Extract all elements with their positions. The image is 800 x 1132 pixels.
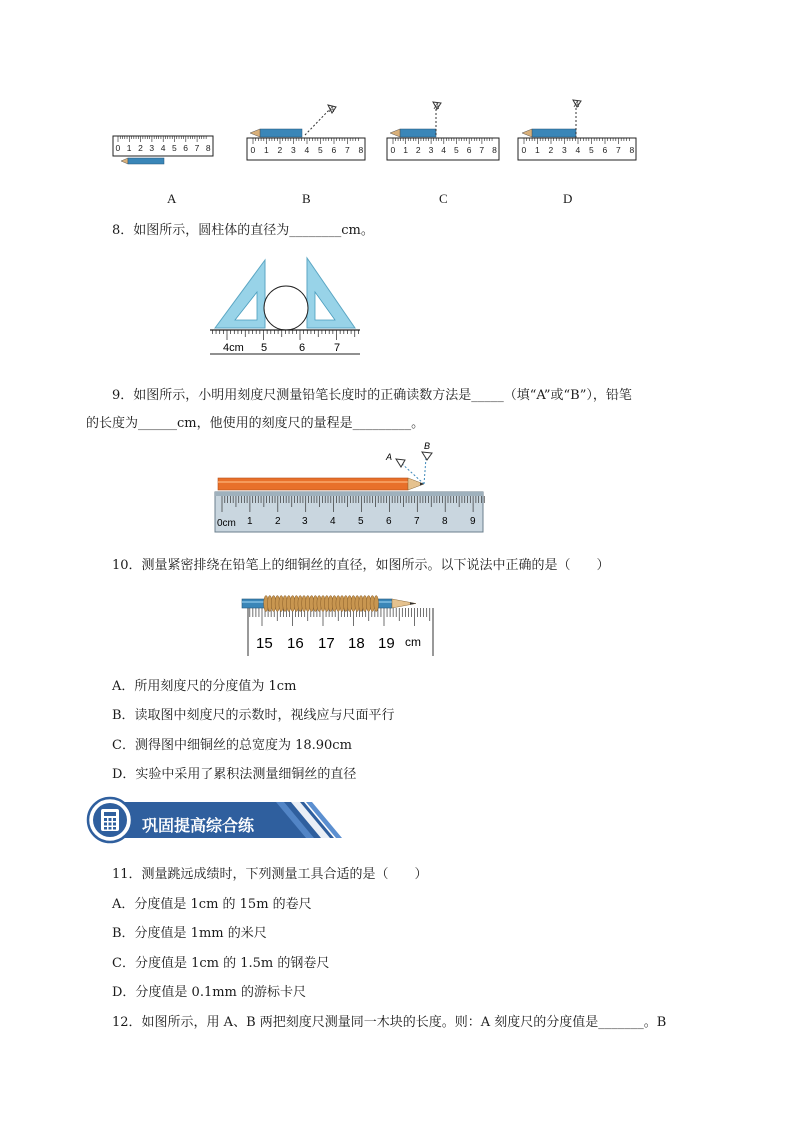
ruler-label-5: 5 [261, 342, 268, 354]
option-label-a: A [167, 191, 177, 206]
ruler-c-digit: 8 [492, 145, 497, 155]
ruler-d-digit: 5 [589, 145, 594, 155]
ruler-d-digit: 2 [548, 145, 554, 155]
ruler-d-digit: 6 [602, 145, 608, 155]
option-label-b: B [302, 191, 311, 206]
ruler-a-digit: 6 [183, 143, 189, 153]
ruler9-label-6: 6 [386, 516, 392, 527]
ruler-options-figure [100, 95, 660, 175]
ruler9-label-7: 7 [414, 516, 420, 527]
ruler-label-6: 6 [299, 342, 306, 354]
ruler-d-digit: 4 [575, 145, 581, 155]
ruler-d-digit: 1 [535, 145, 540, 155]
option-label-c: C [439, 191, 448, 206]
ruler-c-digit: 1 [403, 145, 408, 155]
ruler-a-digit: 2 [138, 143, 143, 153]
ruler-a-digit: 1 [126, 143, 132, 153]
q10-option-d: D．实验中采用了累积法测量细铜丝的直径 [112, 767, 357, 782]
section-title: 巩固提高综合练 [142, 816, 255, 835]
question-10: 10．测量紧密排绕在铅笔上的细铜丝的直径，如图所示。以下说法中正确的是（ ） [112, 558, 610, 573]
ruler-c-digit: 5 [454, 145, 459, 155]
ruler-b-digit: 2 [277, 145, 283, 155]
ruler-c-digit: 0 [390, 145, 396, 155]
ruler-b-digit: 8 [358, 145, 364, 155]
ruler10-label-cm: cm [405, 635, 421, 649]
ruler10-label-16: 16 [287, 635, 304, 652]
q10-option-c: C．测得图中细铜丝的总宽度为 18.90cm [112, 738, 352, 753]
ruler-a [113, 136, 213, 164]
question-8: 8．如图所示，圆柱体的直径为________cm。 [112, 223, 374, 238]
eye-mark-b: A [329, 105, 335, 114]
ruler9-label-1: 1 [247, 516, 253, 527]
ruler-b-digit: 0 [250, 145, 256, 155]
ruler-b-digit: 4 [304, 145, 310, 155]
q11-option-c: C．分度值是 1cm 的 1.5m 的钢卷尺 [112, 956, 330, 971]
ruler-c-digit: 2 [415, 145, 421, 155]
ruler9-label-3: 3 [302, 516, 308, 527]
ruler-c [387, 102, 499, 160]
ruler-d-digit: 3 [562, 145, 567, 155]
calculator-icon [101, 809, 119, 831]
ruler-label-4cm: 4cm [223, 342, 244, 354]
ruler-b-digit: 5 [318, 145, 323, 155]
ruler9-label-5: 5 [358, 516, 364, 527]
sight-mark-b: B [424, 441, 431, 451]
ruler-c-digit: 3 [428, 145, 434, 155]
ruler9-label-2: 2 [275, 516, 281, 527]
ruler-b [247, 105, 365, 160]
ruler-a-digit: 0 [115, 143, 121, 153]
q10-option-a: A．所用刻度尺的分度值为 1cm [112, 679, 297, 694]
ruler10-label-15: 15 [256, 635, 273, 652]
ruler9-label-9: 9 [470, 516, 476, 527]
ruler-a-digit: 7 [194, 143, 200, 153]
eye-mark-d: A [574, 100, 580, 109]
ruler9-label-4: 4 [330, 516, 336, 527]
copper-wire-figure [238, 588, 438, 660]
question-11: 11．测量跳远成绩时，下列测量工具合适的是（ ） [112, 867, 428, 882]
ruler-c-digit: 4 [441, 145, 447, 155]
ruler-b-digit: 6 [331, 145, 337, 155]
ruler-c-digit: 7 [479, 145, 485, 155]
q11-option-d: D．分度值是 0.1mm 的游标卡尺 [112, 985, 307, 1000]
question-9-line2: 的长度为______cm，他使用的刻度尺的量程是_________。 [86, 416, 425, 431]
ruler10-label-19: 19 [378, 635, 395, 652]
ruler-b-digit: 3 [291, 145, 296, 155]
q11-option-a: A．分度值是 1cm 的 15m 的卷尺 [112, 897, 312, 912]
ruler9-label-0cm: 0cm [217, 518, 236, 529]
sight-mark-a: A [386, 452, 393, 462]
ruler-b-digit: 1 [264, 145, 269, 155]
ruler-d-digit: 8 [629, 145, 635, 155]
ruler-d-digit: 0 [521, 145, 527, 155]
q11-option-b: B．分度值是 1mm 的米尺 [112, 926, 267, 941]
pencil-length-figure [210, 440, 490, 535]
q10-option-b: B．读取图中刻度尺的示数时，视线应与尺面平行 [112, 708, 395, 723]
question-9-line1: 9．如图所示，小明用刻度尺测量铅笔长度时的正确读数方法是_____（填“A”或“B”），铅笔 [112, 388, 632, 403]
ruler-a-digit: 4 [160, 143, 166, 153]
ruler-label-7: 7 [334, 342, 341, 354]
eye-mark-c: A [434, 102, 440, 111]
ruler-d [518, 100, 636, 160]
ruler-b-digit: 7 [345, 145, 350, 155]
ruler10-label-17: 17 [318, 635, 335, 652]
question-12: 12．如图所示，用 A、B 两把刻度尺测量同一木块的长度。则：A 刻度尺的分度值是_______。B [112, 1015, 667, 1030]
cylinder-figure [205, 250, 365, 360]
ruler-a-digit: 3 [149, 143, 155, 153]
option-label-d: D [563, 191, 573, 206]
ruler10-label-18: 18 [348, 635, 365, 652]
ruler-c-digit: 6 [466, 145, 472, 155]
ruler-a-digit: 8 [205, 143, 211, 153]
ruler-d-digit: 7 [616, 145, 621, 155]
ruler9-label-8: 8 [442, 516, 448, 527]
ruler-a-digit: 5 [172, 143, 177, 153]
